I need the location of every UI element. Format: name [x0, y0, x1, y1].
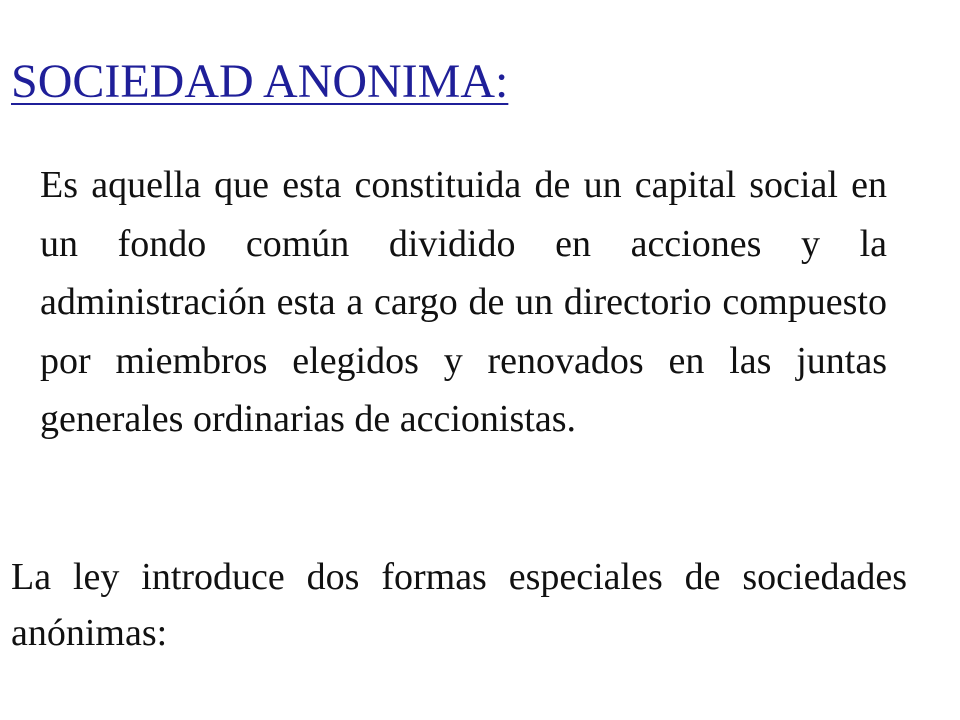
- definition-paragraph: Es aquella que esta constituida de un capital social en un fondo común dividido en acciones y la administración esta a cargo de un directorio compuesto por miembros elegidos y renovados en las juntas generales ordinarias de accionistas.: [40, 164, 887, 440]
- slide-title: SOCIEDAD ANONIMA:: [11, 55, 509, 108]
- intro-paragraph: La ley introduce dos formas especiales de sociedades anónimas:: [11, 556, 907, 654]
